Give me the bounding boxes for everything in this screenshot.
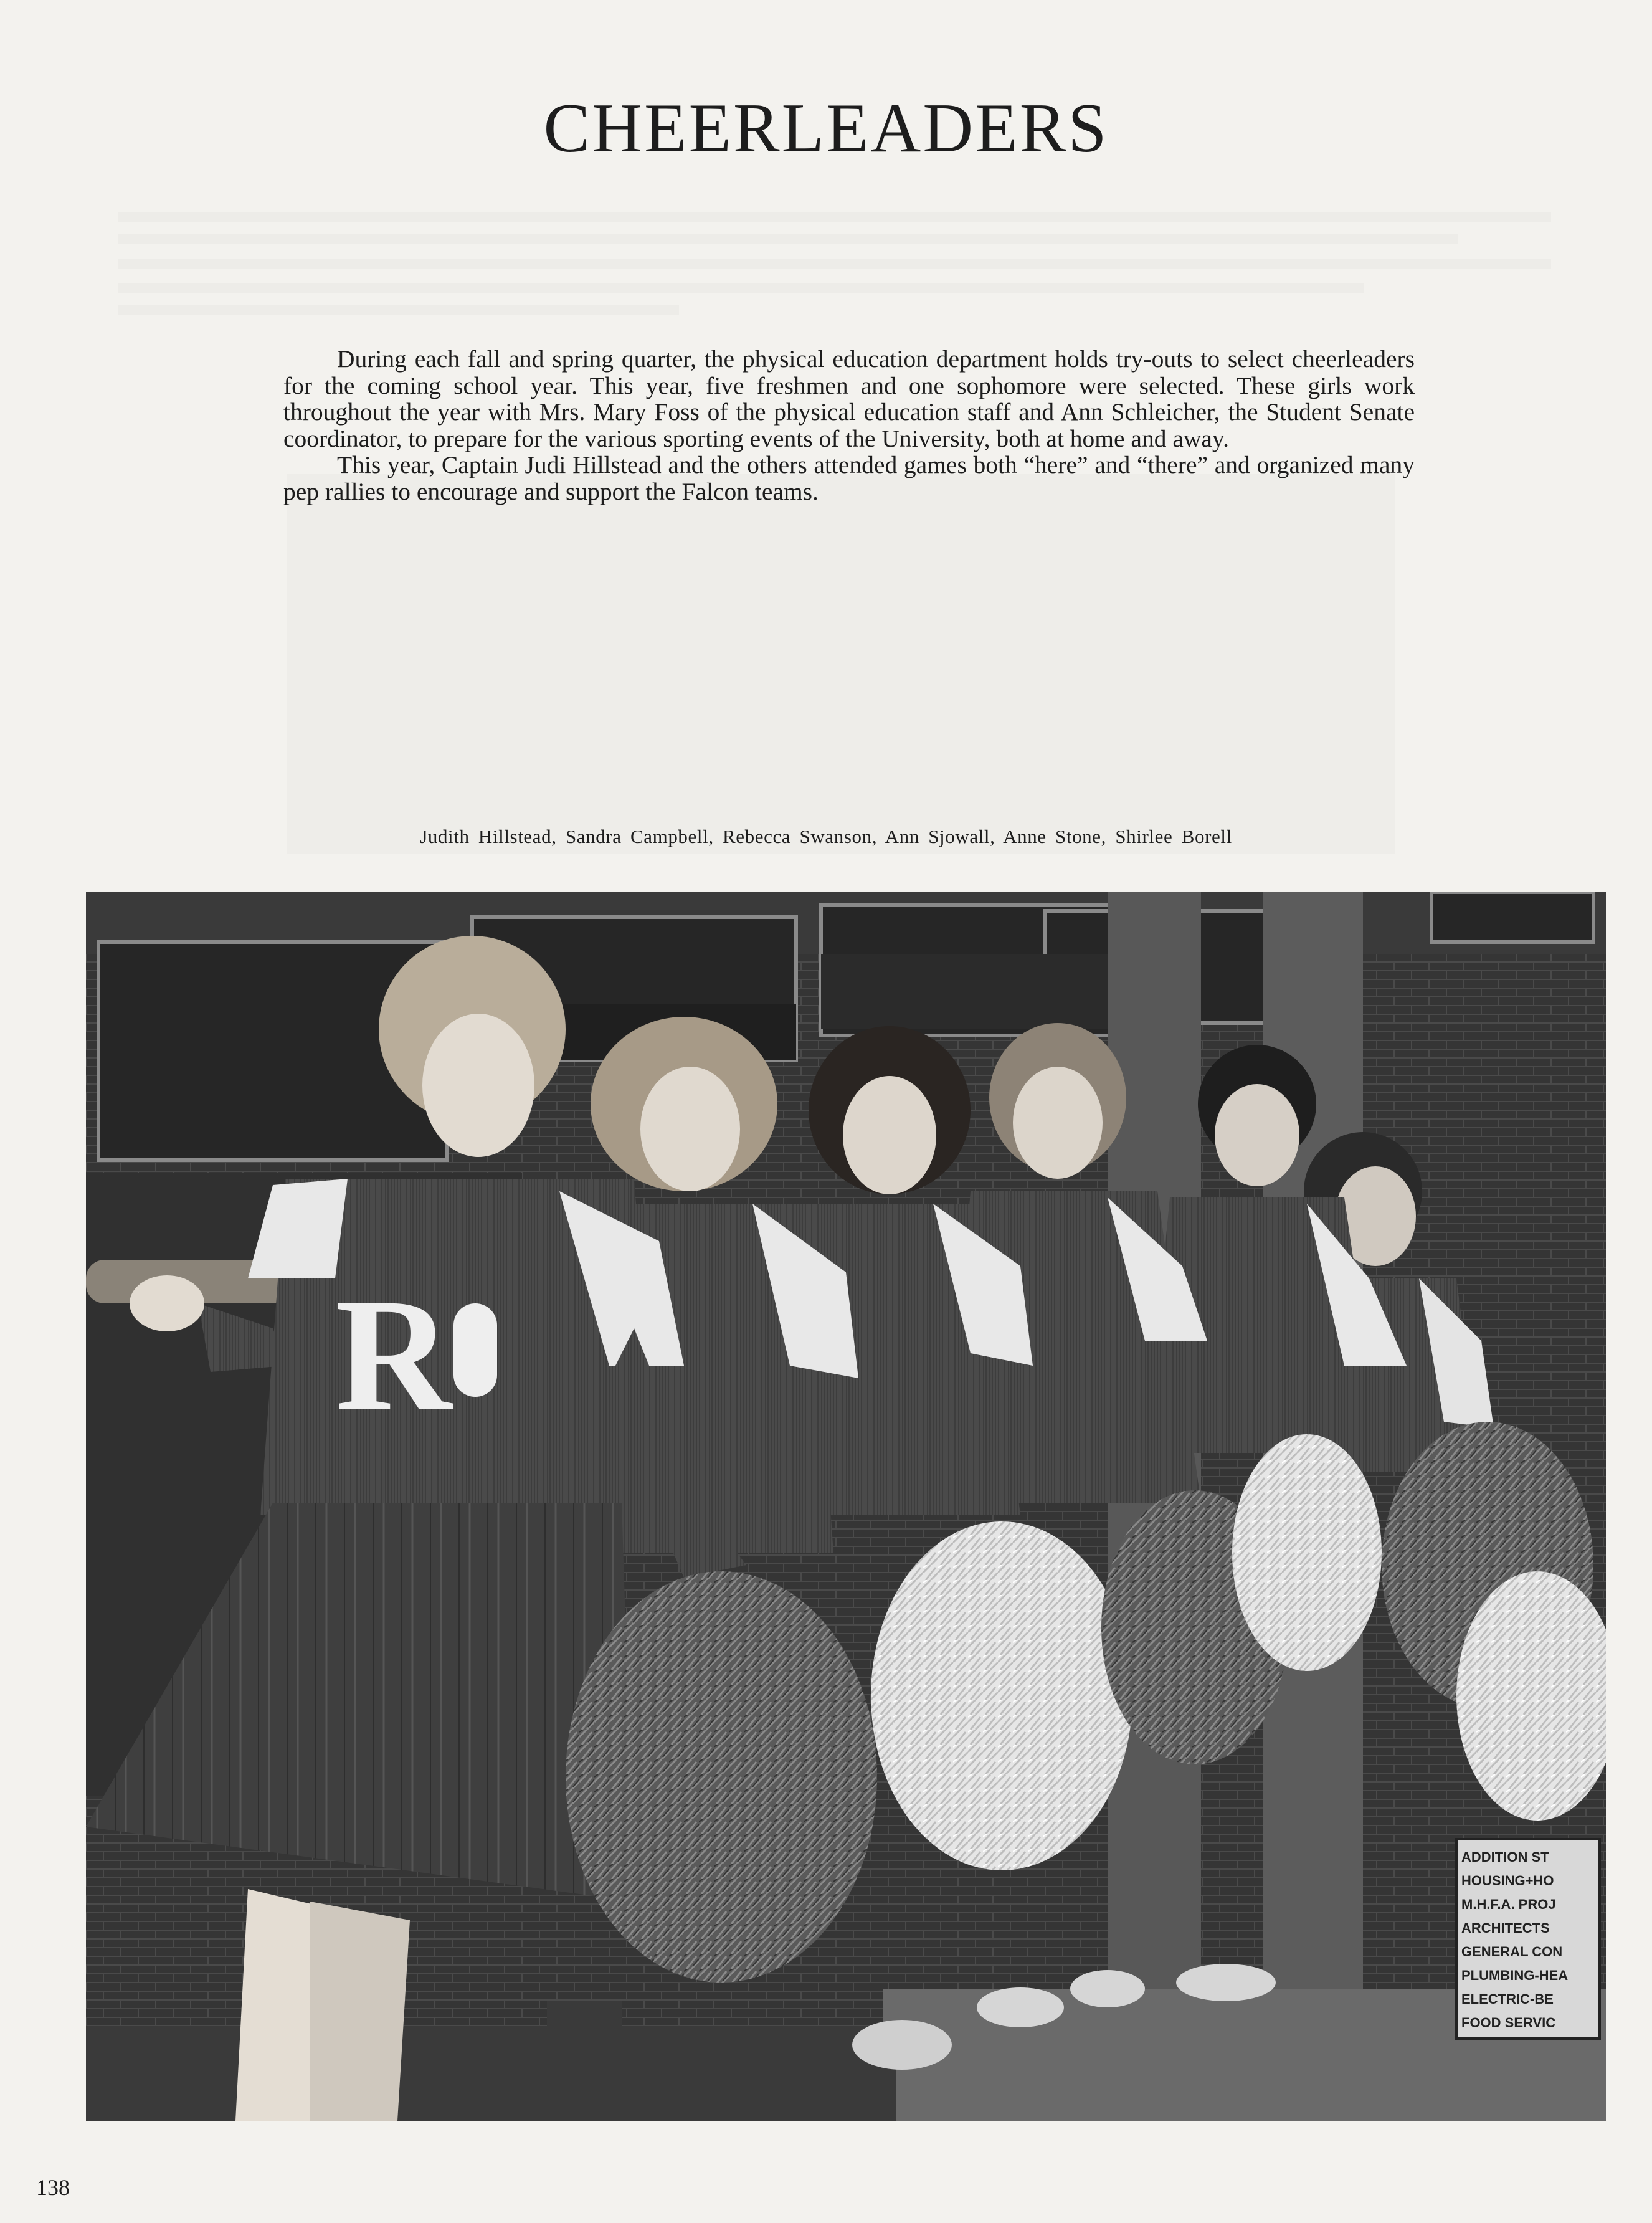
page-number: 138 [36, 2175, 70, 2200]
sign-line: M.H.F.A. PROJ [1461, 1897, 1556, 1912]
sign-line: ADDITION ST [1461, 1849, 1549, 1865]
paragraph-1: During each fall and spring quarter, the physical education department holds try-outs to select cheerleaders for the coming school year. This year, five freshmen and one sophomore were selected. These girls work throughout the year with Mrs. Mary Foss of the physical education staff and Ann Schleicher, the Student Senate coordinator, to prepare for the various sporting events of the University, both at home and away. [283, 345, 1415, 452]
sign-line: ARCHITECTS [1461, 1920, 1550, 1936]
sign-line: HOUSING+HO [1461, 1873, 1554, 1888]
article-body [283, 346, 1415, 505]
sign-line: ELECTRIC-BE [1461, 1991, 1554, 2007]
paragraph-2: This year, Captain Judi Hillstead and the others attended games both “here” and “there” and organized many pep rallies to encourage and support the Falcon teams. [283, 451, 1415, 505]
cheerleaders-photo [86, 892, 1606, 2121]
sign-line: PLUMBING-HEA [1461, 1968, 1569, 1983]
sign-line: GENERAL CON [1461, 1944, 1563, 1959]
sweater-letter: R [335, 1265, 452, 1445]
page-title: CHEERLEADERS [543, 90, 1109, 167]
photo-caption: Judith Hillstead, Sandra Campbell, Rebecca Swanson, Ann Sjowall, Anne Stone, Shirlee Borell [420, 826, 1232, 847]
sign-text [1461, 1845, 1598, 2035]
sign-line: FOOD SERVIC [1461, 2015, 1556, 2030]
